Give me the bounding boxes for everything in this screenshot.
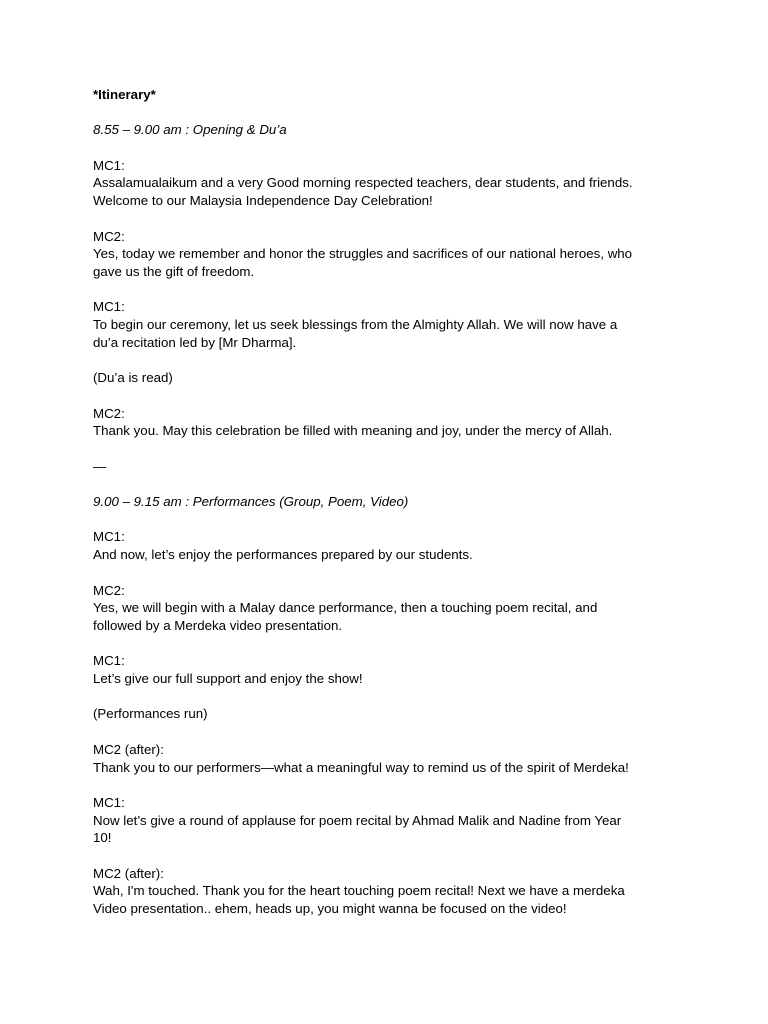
speaker-label: MC1:	[93, 529, 125, 545]
speaker-label: MC1:	[93, 653, 125, 669]
document-title: *Itinerary*	[93, 87, 156, 102]
stage-note-block	[93, 705, 693, 723]
speaker-label: MC1:	[93, 794, 125, 810]
stage-note: (Du’a is read)	[93, 370, 173, 386]
script-block	[93, 157, 693, 210]
speaker-label: MC2:	[93, 228, 125, 244]
script-block	[93, 741, 693, 776]
script-block	[93, 228, 693, 281]
stage-note: (Performances run)	[93, 706, 208, 722]
section-time-heading	[93, 493, 693, 511]
script-line: Let’s give our full support and enjoy the show!	[93, 671, 363, 687]
script-line: gave us the gift of freedom.	[93, 263, 255, 279]
script-block	[93, 528, 693, 563]
section-time: 8.55 – 9.00 am : Opening & Du’a	[93, 122, 287, 138]
document-page	[93, 86, 693, 936]
script-block	[93, 405, 693, 440]
script-line: 10!	[93, 830, 112, 846]
speaker-label: MC2 (after):	[93, 741, 164, 757]
script-line: Now let’s give a round of applause for poem recital by Ahmad Malik and Nadine from Year	[93, 812, 622, 828]
script-line: Welcome to our Malaysia Independence Day Celebration!	[93, 193, 433, 209]
stage-note-block	[93, 369, 693, 387]
script-line: du’a recitation led by [Mr Dharma].	[93, 334, 297, 350]
script-line: Wah, I'm touched. Thank you for the heart touching poem recital! Next we have a merdeka	[93, 883, 625, 899]
script-block	[93, 298, 693, 351]
script-block	[93, 652, 693, 687]
script-line: Yes, we will begin with a Malay dance performance, then a touching poem recital, and	[93, 600, 598, 616]
script-line: Yes, today we remember and honor the struggles and sacrifices of our national heroes, who	[93, 246, 633, 262]
speaker-label: MC2 (after):	[93, 865, 164, 881]
speaker-label: MC1:	[93, 299, 125, 315]
script-block	[93, 865, 693, 918]
script-line: Thank you to our performers—what a meaningful way to remind us of the spirit of Merdeka!	[93, 759, 629, 775]
script-line: followed by a Merdeka video presentation.	[93, 617, 343, 633]
divider-block	[93, 458, 693, 476]
script-line: And now, let’s enjoy the performances prepared by our students.	[93, 547, 473, 563]
section-divider: —	[93, 458, 107, 474]
script-block	[93, 582, 693, 635]
script-line: To begin our ceremony, let us seek blessings from the Almighty Allah. We will now have a	[93, 317, 618, 333]
speaker-label: MC2:	[93, 405, 125, 421]
script-line: Thank you. May this celebration be filled with meaning and joy, under the mercy of Allah.	[93, 423, 613, 439]
script-line: Assalamualaikum and a very Good morning respected teachers, dear students, and friends.	[93, 175, 633, 191]
speaker-label: MC2:	[93, 582, 125, 598]
script-line: Video presentation.. ehem, heads up, you might wanna be focused on the video!	[93, 901, 567, 917]
document-title-block	[93, 86, 693, 104]
script-block	[93, 794, 693, 847]
section-time: 9.00 – 9.15 am : Performances (Group, Poem, Video)	[93, 494, 409, 510]
section-time-heading	[93, 121, 693, 139]
speaker-label: MC1:	[93, 157, 125, 173]
